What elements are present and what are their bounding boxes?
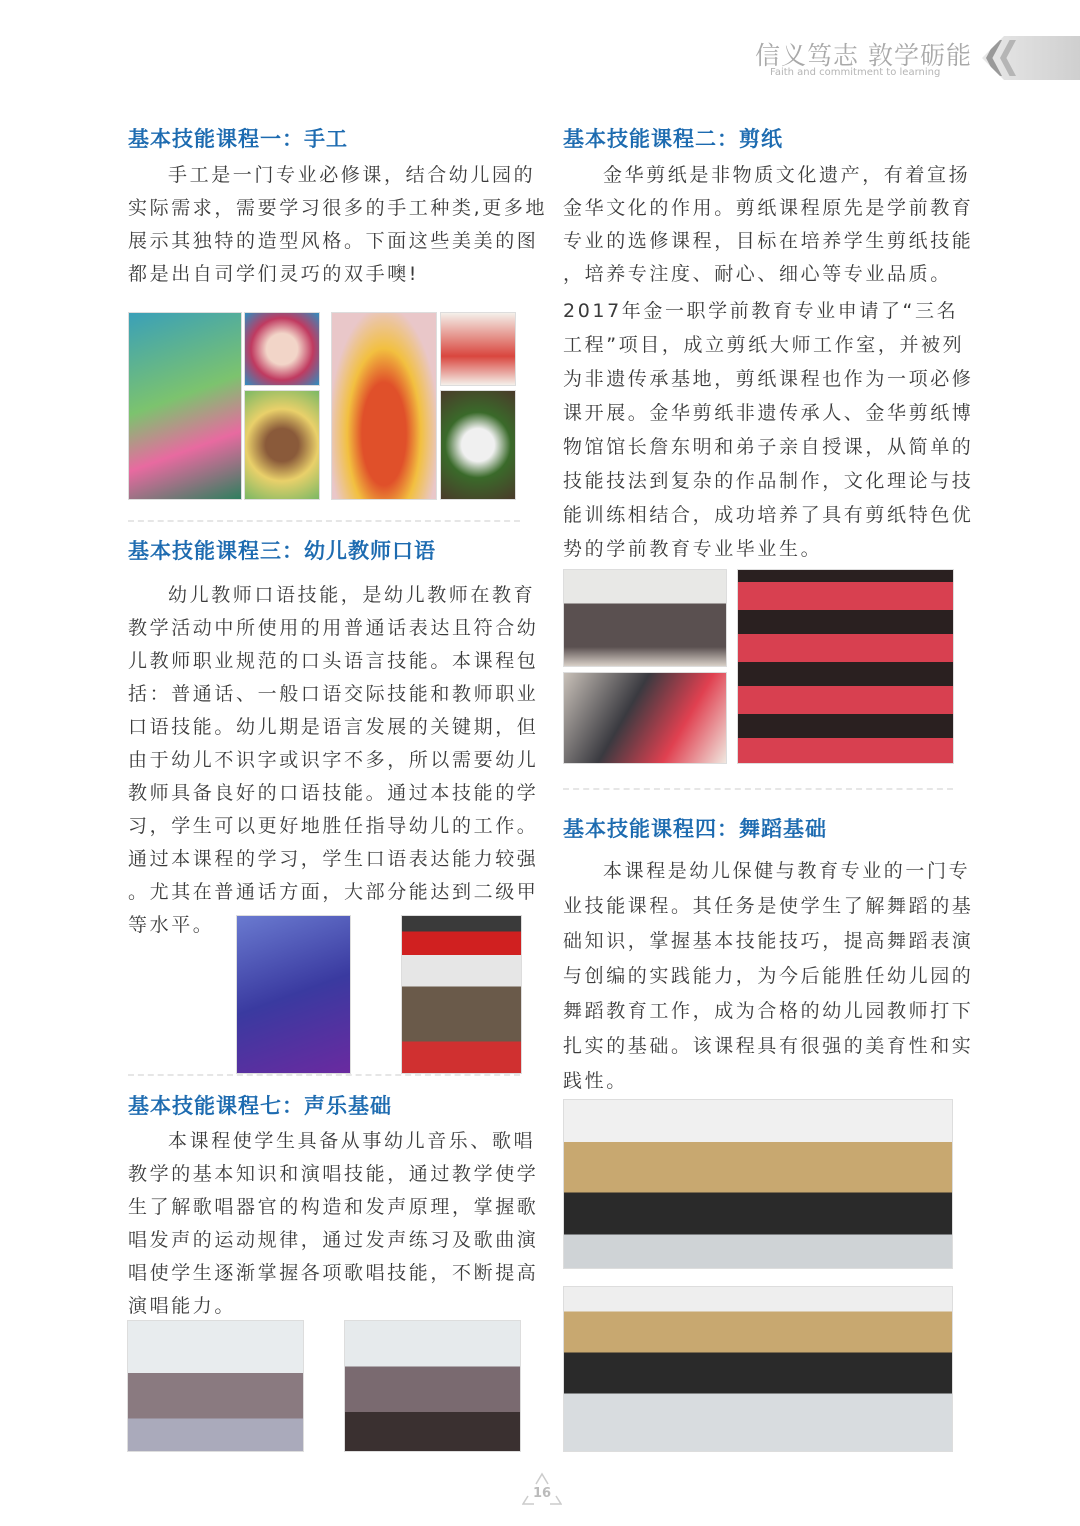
photo-papercut-class — [563, 569, 727, 667]
header-subtitle: Faith and commitment to learning — [770, 67, 941, 78]
photo-vocal-class-2 — [344, 1320, 521, 1452]
text-line: 由于幼儿不识字或识字不多，所以需要幼儿 — [128, 749, 539, 771]
text-line: 实际需求，需要学习很多的手工种类,更多地 — [128, 197, 548, 219]
text-line: 为非遗传承基地，剪纸课程也作为一项必修 — [563, 368, 974, 390]
divider — [128, 520, 520, 522]
text-line: 2017年金一职学前教育专业申请了“三名 — [563, 300, 959, 322]
text-line: 舞蹈教育工作，成为合格的幼儿园教师打下 — [563, 1000, 974, 1022]
text-line: 势的学前教育专业毕业生。 — [563, 538, 823, 560]
chevron-left-icon — [1000, 40, 1016, 76]
photo-opera-mask — [244, 312, 320, 386]
text-line: 唱发声的运动规律，通过发声练习及歌曲演 — [128, 1229, 539, 1251]
text-line: 口语技能。幼儿期是语言发展的关键期，但 — [128, 716, 539, 738]
text-line: 教师具备良好的口语技能。通过本技能的学 — [128, 782, 539, 804]
photo-vocal-class-1 — [127, 1320, 304, 1452]
page-number: 16 — [532, 1486, 552, 1501]
text-line: 幼儿教师口语技能，是幼儿教师在教育 — [168, 584, 536, 606]
divider — [128, 1074, 520, 1076]
photo-competition-event — [401, 915, 522, 1074]
text-line: 。尤其在普通话方面，大部分能达到二级甲 — [128, 881, 539, 903]
text-line: 儿教师职业规范的口头语言技能。本课程包 — [128, 650, 539, 672]
section-title-handcraft: 基本技能课程一：手工 — [128, 127, 348, 151]
text-line: 技能技法到复杂的作品制作，文化理论与技 — [563, 470, 974, 492]
photo-papercut-work — [563, 672, 727, 764]
text-line: 物馆馆长詹东明和弟子亲自授课，从简单的 — [563, 436, 974, 458]
text-line: 本课程是幼儿保健与教育专业的一门专 — [603, 860, 971, 882]
divider — [563, 788, 953, 790]
text-line: 手工是一门专业必修课，结合幼儿园的 — [168, 164, 536, 186]
header-title: 信义笃志 敦学砺能 — [755, 41, 972, 70]
text-line: 习，学生可以更好地胜任指导幼儿的工作。 — [128, 815, 539, 837]
text-line: 通过本课程的学习，学生口语表达能力较强 — [128, 848, 539, 870]
text-line: 唱使学生逐渐掌握各项歌唱技能，不断提高 — [128, 1262, 539, 1284]
header-chevron-bar — [982, 36, 1080, 80]
text-line: 扎实的基础。该课程具有很强的美育性和实 — [563, 1035, 974, 1057]
photo-rabbit-art — [244, 390, 320, 500]
photo-painted-spoon — [331, 312, 437, 500]
text-line: 金华文化的作用。剪纸课程原先是学前教育 — [563, 197, 974, 219]
text-line: 础知识，掌握基本技能技巧，提高舞蹈表演 — [563, 930, 974, 952]
photo-mandarin-book-cover — [236, 915, 351, 1074]
text-line: 专业的选修课程，目标在培养学生剪纸技能 — [563, 230, 974, 252]
text-line: 与创编的实践能力，为今后能胜任幼儿园的 — [563, 965, 974, 987]
text-line: 金华剪纸是非物质文化遗产，有着宣扬 — [603, 164, 971, 186]
photo-flamingo-painting — [128, 312, 242, 500]
text-line: 括：普通话、一般口语交际技能和教师职业 — [128, 683, 539, 705]
text-line: 教学的基本知识和演唱技能，通过教学使学 — [128, 1163, 539, 1185]
section-title-oral: 基本技能课程三：幼儿教师口语 — [128, 539, 436, 563]
photo-finger-puppets — [440, 312, 516, 386]
text-line: ，培养专注度、耐心、细心等专业品质。 — [563, 263, 952, 285]
text-line: 本课程使学生具备从事幼儿音乐、歌唱 — [168, 1130, 536, 1152]
text-line: 展示其独特的造型风格。下面这些美美的图 — [128, 230, 539, 252]
text-line: 教学活动中所使用的用普通话表达且符合幼 — [128, 617, 539, 639]
photo-papercut-display — [737, 569, 954, 764]
photo-dance-class-2 — [563, 1286, 953, 1452]
section-title-vocal: 基本技能课程七：声乐基础 — [128, 1094, 392, 1118]
text-line: 都是出自司学们灵巧的双手噢! — [128, 263, 420, 285]
text-line: 课开展。金华剪纸非遗传承人、金华剪纸博 — [563, 402, 974, 424]
text-line: 工程”项目，成立剪纸大师工作室，并被列 — [563, 334, 965, 356]
section-title-papercut: 基本技能课程二：剪纸 — [563, 127, 783, 151]
text-line: 生了解歌唱器官的构造和发声原理，掌握歌 — [128, 1196, 539, 1218]
chevron-left-icon — [986, 40, 1002, 76]
photo-dance-class-1 — [563, 1099, 953, 1269]
text-line: 等水平。 — [128, 914, 215, 936]
text-line: 能训练相结合，成功培养了具有剪纸特色优 — [563, 504, 974, 526]
text-line: 演唱能力。 — [128, 1295, 237, 1317]
text-line: 业技能课程。其任务是使学生了解舞蹈的基 — [563, 895, 974, 917]
section-title-dance: 基本技能课程四：舞蹈基础 — [563, 817, 827, 841]
text-line: 践性。 — [563, 1070, 628, 1092]
photo-rabbit-frame — [440, 390, 516, 500]
